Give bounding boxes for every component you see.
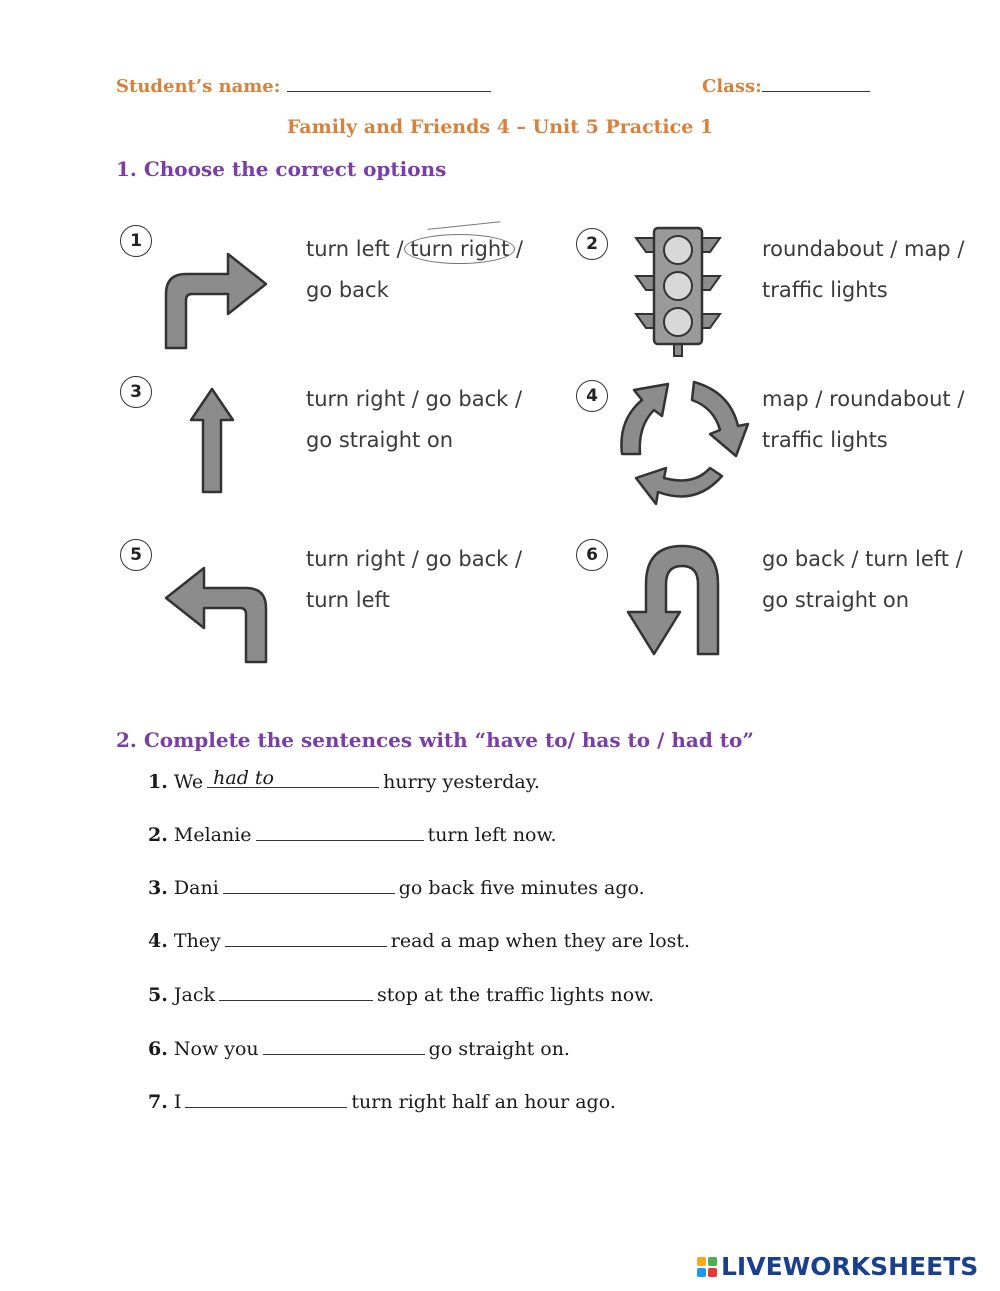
sentence-1 — [148, 767, 540, 793]
answer-blank[interactable] — [256, 824, 424, 841]
option-text: traffic lights — [762, 428, 888, 452]
item-options — [762, 229, 964, 311]
liveworksheets-logo[interactable] — [697, 1252, 978, 1281]
sentence-number: 3. — [148, 877, 168, 899]
sentence-number: 4. — [148, 930, 168, 952]
logo-mark-icon — [697, 1257, 717, 1277]
class-blank[interactable] — [762, 77, 870, 92]
u-turn-arrow-icon — [618, 542, 722, 658]
option-text: roundabout / map / — [762, 237, 965, 261]
sentence-end: turn left now. — [427, 824, 557, 846]
item-number: 3 — [120, 376, 152, 408]
item-number: 4 — [576, 380, 608, 412]
answer-blank[interactable] — [207, 767, 379, 789]
exercise1-heading: 1. Choose the correct options — [116, 157, 447, 181]
item-number: 5 — [120, 539, 152, 571]
roundabout-icon — [614, 376, 752, 510]
sentence-end: stop at the traffic lights now. — [377, 984, 655, 1006]
answer-text: had to — [213, 767, 274, 789]
traffic-lights-icon — [632, 224, 724, 358]
sentence-start: I — [173, 1091, 182, 1113]
answer-blank[interactable] — [223, 877, 395, 894]
sentence-start: Melanie — [173, 824, 252, 846]
item-options — [306, 229, 523, 311]
sentence-6 — [148, 1038, 570, 1060]
sentence-2 — [148, 824, 557, 846]
sentence-end: go straight on. — [428, 1038, 570, 1060]
option-text: go back — [306, 278, 389, 302]
item-options — [306, 539, 522, 621]
straight-arrow-icon — [188, 386, 236, 496]
option-text: turn left / — [306, 237, 411, 261]
class-field — [702, 76, 870, 97]
answer-blank[interactable] — [225, 930, 387, 947]
student-name-blank[interactable] — [287, 77, 491, 92]
option-text: go straight on — [762, 588, 910, 612]
turn-right-arrow-icon — [162, 240, 272, 352]
answer-blank[interactable] — [263, 1038, 425, 1055]
sentence-end: turn right half an hour ago. — [351, 1091, 616, 1113]
worksheet-title: Family and Friends 4 – Unit 5 Practice 1 — [286, 116, 714, 138]
turn-left-arrow-icon — [160, 554, 270, 666]
sentence-start: Jack — [173, 984, 215, 1006]
sentence-number: 1. — [148, 771, 168, 793]
class-label: Class: — [702, 76, 762, 97]
item-number: 2 — [576, 228, 608, 260]
sentence-start: They — [173, 930, 221, 952]
option-text: turn right / go back / — [306, 387, 523, 411]
option-text: / — [509, 237, 524, 261]
sentence-3 — [148, 877, 645, 899]
item-number: 6 — [576, 539, 608, 571]
logo-text: LIVEWORKSHEETS — [721, 1252, 979, 1281]
sentence-5 — [148, 984, 654, 1006]
sentence-start: Dani — [173, 877, 219, 899]
exercise2-heading: 2. Complete the sentences with “have to/ has to / had to” — [116, 728, 754, 752]
sentence-4 — [148, 930, 690, 952]
sentence-end: hurry yesterday. — [383, 771, 540, 793]
item-options — [306, 379, 522, 461]
item-options — [762, 539, 963, 621]
sentence-7 — [148, 1091, 616, 1113]
item-options — [762, 379, 964, 461]
student-name-label: Student’s name: — [116, 76, 281, 97]
sentence-number: 5. — [148, 984, 168, 1006]
circled-answer[interactable]: turn right — [410, 237, 510, 261]
sentence-start: We — [173, 771, 204, 793]
item-number: 1 — [120, 225, 152, 257]
option-text: turn right / go back / — [306, 547, 523, 571]
option-text: map / roundabout / — [762, 387, 965, 411]
option-text: go back / turn left / — [762, 547, 963, 571]
sentence-number: 2. — [148, 824, 168, 846]
sentence-number: 7. — [148, 1091, 168, 1113]
sentence-end: go back five minutes ago. — [398, 877, 645, 899]
sentence-start: Now you — [173, 1038, 259, 1060]
answer-blank[interactable] — [219, 984, 373, 1001]
option-text: turn left — [306, 588, 390, 612]
option-text: traffic lights — [762, 278, 888, 302]
student-name-field — [116, 76, 491, 97]
option-text: go straight on — [306, 428, 454, 452]
answer-blank[interactable] — [185, 1091, 347, 1108]
sentence-end: read a map when they are lost. — [390, 930, 691, 952]
sentence-number: 6. — [148, 1038, 168, 1060]
